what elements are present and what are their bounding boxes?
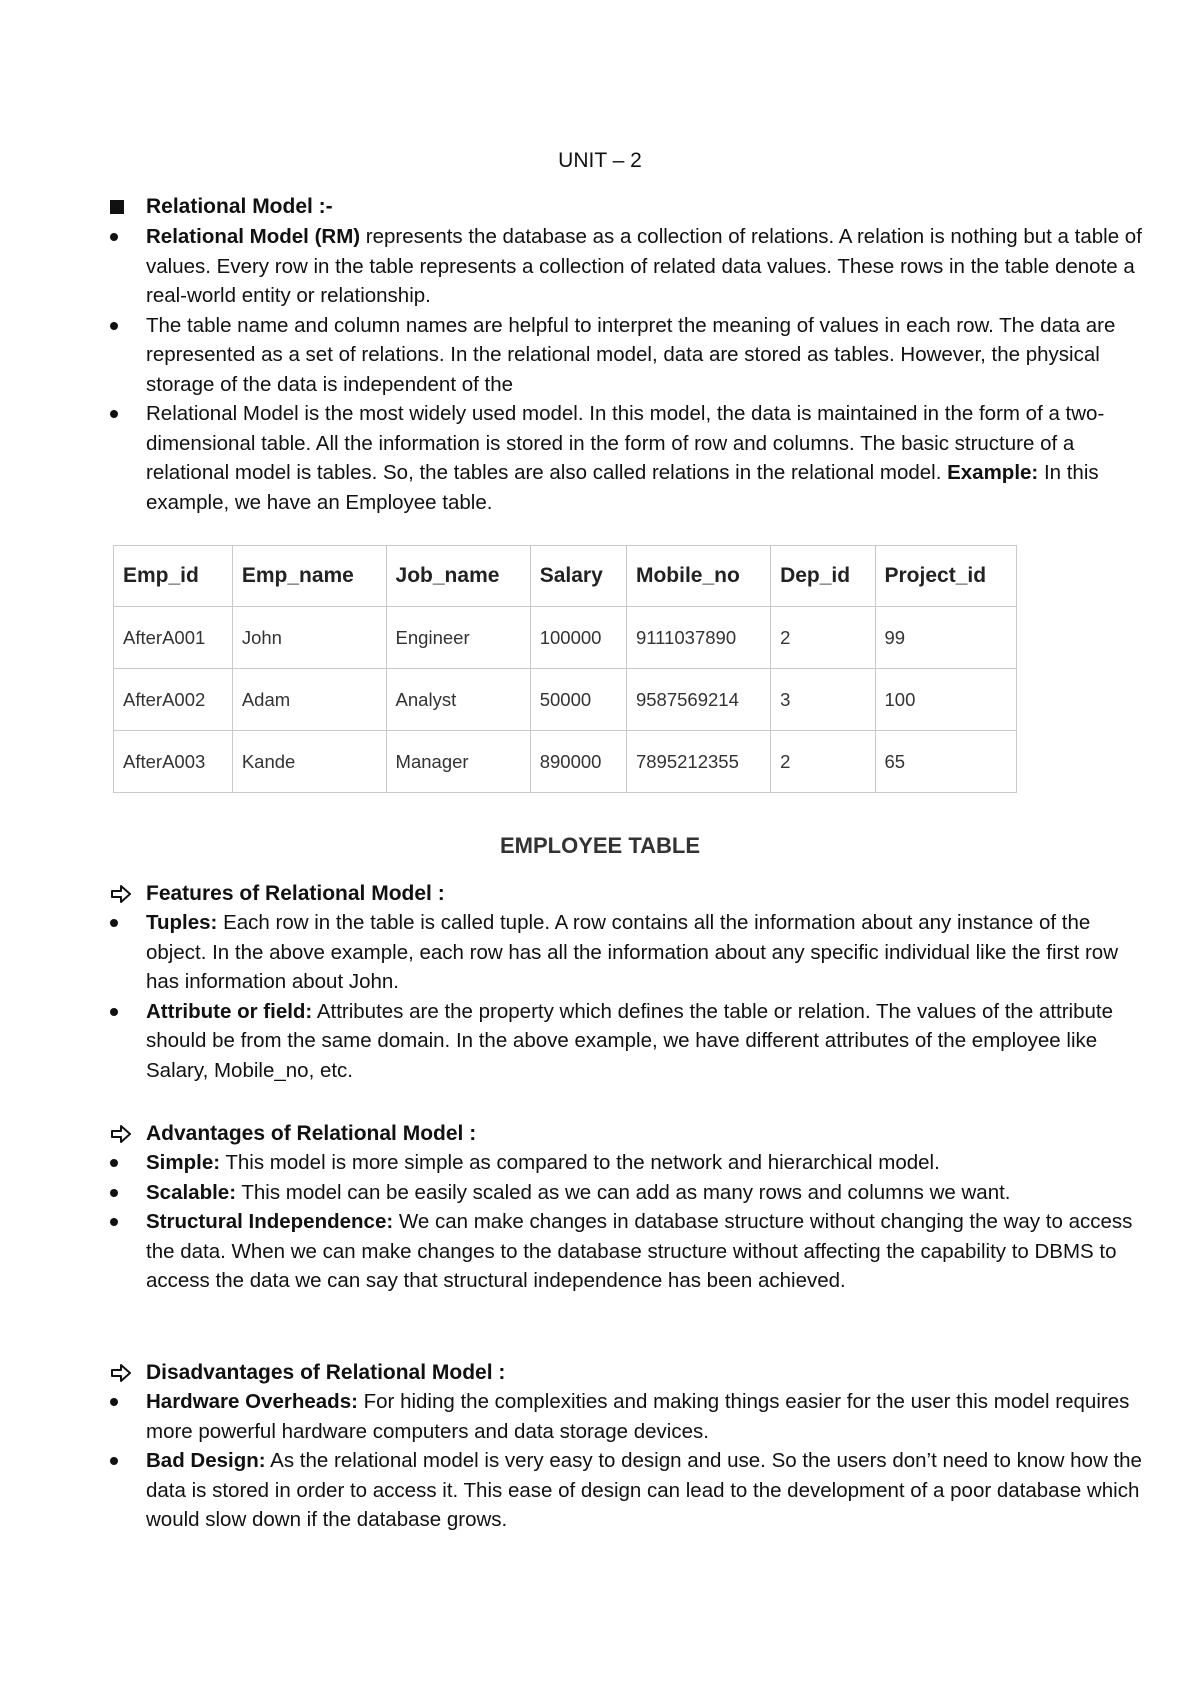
term: Bad Design: — [146, 1449, 266, 1472]
heading-text: Features of Relational Model : — [146, 881, 445, 905]
arrow-right-icon — [110, 880, 132, 908]
bullet-icon — [110, 919, 118, 927]
term: Simple: — [146, 1151, 221, 1174]
description-continued: In this example, we have an Employee table. — [146, 461, 1099, 514]
relational-model-heading — [110, 193, 333, 221]
description: represents the database as a collection of relations. A relation is nothing but a table of values. Every row in the table represents a collection of related data values. These rows in the table denote a real-world entity or relationship. — [146, 225, 1142, 307]
table-cell: Engineer — [386, 607, 530, 669]
table-cell: Kande — [232, 731, 386, 793]
table-cell: Analyst — [386, 669, 530, 731]
table-cell: 99 — [875, 607, 1017, 669]
disadvantages-heading — [110, 1358, 1146, 1387]
advantages-section — [110, 1119, 1146, 1296]
table-cell: AfterA001 — [114, 607, 233, 669]
employee-table — [113, 545, 1017, 793]
description: Each row in the table is called tuple. A row contains all the information about any instance of the object. In the above example, each row has all the information about any specific individual like the first row has information about John. — [146, 911, 1118, 993]
arrow-right-icon — [110, 1359, 132, 1387]
table-cell: 100000 — [530, 607, 626, 669]
description: The table name and column names are helpful to interpret the meaning of values in each row. The data are represented as a set of relations. In the relational model, data are stored as tables. However, the physical storage of the data is independent of the — [146, 313, 1116, 396]
description: As the relational model is very easy to design and use. So the users don’t need to know how the data is stored in order to access it. This ease of design can lead to the development of a poor database which would slow down if the database grows. — [146, 1449, 1142, 1531]
column-header: Job_name — [386, 546, 530, 607]
term: Scalable: — [146, 1180, 237, 1204]
table-cell: 9587569214 — [626, 669, 770, 731]
column-header: Emp_id — [114, 546, 233, 607]
features-list — [110, 908, 1146, 1085]
column-header: Dep_id — [771, 546, 875, 607]
disadvantages-section — [110, 1358, 1146, 1535]
table-cell: 50000 — [530, 669, 626, 731]
square-bullet-icon — [110, 200, 124, 214]
bullet-icon — [110, 233, 118, 241]
description: This model can be easily scaled as we can add as many rows and columns we want. — [236, 1180, 1011, 1204]
table-cell: Adam — [232, 669, 386, 731]
heading-text: Disadvantages of Relational Model : — [146, 1360, 506, 1384]
table-cell: 2 — [771, 607, 875, 669]
bullet-icon — [110, 322, 118, 330]
advantages-list — [110, 1148, 1146, 1296]
list-item — [110, 1446, 1146, 1535]
term: Relational Model (RM) — [146, 225, 361, 248]
disadvantages-list — [110, 1387, 1146, 1535]
table-cell: 65 — [875, 731, 1017, 793]
term: Hardware Overheads: — [146, 1390, 358, 1413]
features-section — [110, 879, 1146, 1085]
advantages-heading — [110, 1119, 1146, 1148]
relational-model-section — [110, 222, 1146, 517]
arrow-right-icon — [110, 1120, 132, 1148]
table-row — [114, 731, 1017, 793]
table-cell: AfterA003 — [114, 731, 233, 793]
description: Relational Model is the most widely used model. In this model, the data is maintained in the form of a two-dimensional table. All the information is stored in the form of row and columns. The basic structure of a relational model is tables. So, the tables are also called relations in the relational model. — [146, 402, 1105, 484]
bullet-icon — [110, 1008, 118, 1016]
column-header: Salary — [530, 546, 626, 607]
bullet-icon — [110, 1218, 118, 1226]
table-cell: 3 — [771, 669, 875, 731]
table-cell: AfterA002 — [114, 669, 233, 731]
list-item — [110, 1148, 1146, 1178]
term: Tuples: — [146, 911, 218, 934]
bullet-icon — [110, 1398, 118, 1406]
table-cell: 9111037890 — [626, 607, 770, 669]
table-cell: 890000 — [530, 731, 626, 793]
relational-model-list — [110, 222, 1146, 517]
table-caption: EMPLOYEE TABLE — [499, 833, 701, 858]
bullet-icon — [110, 1189, 118, 1197]
term: Attribute or field: — [146, 999, 313, 1023]
list-item — [110, 311, 1146, 400]
column-header: Mobile_no — [626, 546, 770, 607]
list-item — [110, 997, 1146, 1086]
bullet-icon — [110, 1159, 118, 1167]
heading-text: Advantages of Relational Model : — [146, 1121, 477, 1145]
unit-title: UNIT – 2 — [558, 149, 642, 172]
employee-table-container — [113, 545, 1017, 791]
table-row — [114, 669, 1017, 731]
table-header-row — [114, 546, 1017, 607]
term: Structural Independence: — [146, 1210, 394, 1233]
list-item — [110, 222, 1146, 311]
list-item — [110, 1207, 1146, 1296]
description: This model is more simple as compared to the network and hierarchical model. — [220, 1151, 940, 1174]
example-label: Example: — [947, 461, 1039, 484]
bullet-icon — [110, 1457, 118, 1465]
list-item — [110, 908, 1146, 997]
features-heading — [110, 879, 1146, 908]
description: Attributes are the property which defines the table or relation. The values of the attribute should be from the same domain. In the above example, we have different attributes of the employee like Salary, Mobile_no, etc. — [146, 999, 1113, 1082]
list-item — [110, 1178, 1146, 1208]
bullet-icon — [110, 410, 118, 418]
table-cell: John — [232, 607, 386, 669]
heading-text: Relational Model :- — [146, 195, 333, 218]
description: For hiding the complexities and making things easier for the user this model requires more powerful hardware computers and data storage devices. — [146, 1390, 1130, 1443]
description: We can make changes in database structure without changing the way to access the data. When we can make changes to the database structure without affecting the capability to DBMS to access the data we can say that structural independence has been achieved. — [146, 1210, 1133, 1292]
column-header: Project_id — [875, 546, 1017, 607]
table-cell: 7895212355 — [626, 731, 770, 793]
column-header: Emp_name — [232, 546, 386, 607]
table-cell: 2 — [771, 731, 875, 793]
list-item — [110, 399, 1146, 517]
table-row — [114, 607, 1017, 669]
table-cell: 100 — [875, 669, 1017, 731]
table-cell: Manager — [386, 731, 530, 793]
list-item — [110, 1387, 1146, 1446]
